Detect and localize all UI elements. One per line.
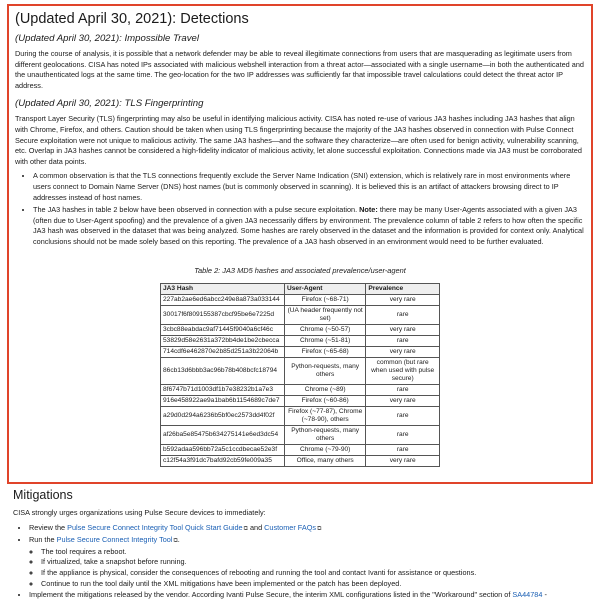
external-link-icon: ⧉ xyxy=(243,525,248,532)
cell-user-agent: Firefox (~68-71) xyxy=(284,294,365,305)
table-row xyxy=(161,444,440,455)
cell-prevalence: rare xyxy=(366,335,440,346)
table-row xyxy=(161,406,440,425)
cell-hash: b592adaa596bb72a5c1ccdbecae52e3f xyxy=(161,444,285,455)
list-item: ◦ If virtualized, take a snapshot before running. xyxy=(41,557,593,568)
cell-hash: c12f54a3f91dc7bafd92cb59fe009a35 xyxy=(161,455,285,466)
detections-title: (Updated April 30, 2021): Detections xyxy=(15,11,249,27)
cell-prevalence: common (but rare when used with pulse secure) xyxy=(366,357,440,384)
cell-user-agent: Firefox (~65-68) xyxy=(284,346,365,357)
list-item xyxy=(33,205,585,247)
sa44784-link[interactable]: SA44784 xyxy=(512,590,543,600)
header-ja3-hash: JA3 Hash xyxy=(161,283,285,294)
mitigations-intro: CISA strongly urges organizations using Pulse Secure devices to immediately: xyxy=(13,508,266,517)
cell-prevalence: very rare xyxy=(366,346,440,357)
list-item: ◦ If the appliance is physical, consider the consequences of rebooting and running the tool and contact Ivanti for assistance or questions. xyxy=(41,568,593,579)
bullet-ja3-text: The JA3 hashes in table 2 below have been observed in connection with a pulse secure exploitation. xyxy=(33,205,360,215)
tls-bullets xyxy=(15,171,585,247)
list-item xyxy=(29,535,593,589)
external-link-icon: ⧉ xyxy=(173,538,178,545)
cell-hash: 714cdf6e462870e2b85d251a3b22064b xyxy=(161,346,285,357)
mit-item-prefix: Review the xyxy=(29,522,68,532)
mit-item-suffix: - xyxy=(542,590,547,600)
mit-item-suffix: . xyxy=(177,535,180,545)
cell-prevalence: rare xyxy=(366,406,440,425)
table-row xyxy=(161,395,440,406)
detections-highlight-box xyxy=(7,4,593,484)
header-user-agent: User-Agent xyxy=(284,283,365,294)
cell-hash: 8f6747b71d1003df1b7e38232b1a7e3 xyxy=(161,384,285,395)
cell-user-agent: Chrome (~50-57) xyxy=(284,324,365,335)
cell-user-agent: Chrome (~89) xyxy=(284,384,365,395)
cell-hash: 30017f6f809155387cbcf95be6e7225d xyxy=(161,305,285,324)
cell-hash: 227ab2ae6ed6abcc249e8a873a033144 xyxy=(161,294,285,305)
cell-prevalence: rare xyxy=(366,444,440,455)
list-item: ◦ The tool requires a reboot. xyxy=(41,547,593,558)
cell-prevalence: rare xyxy=(366,384,440,395)
cell-hash: 53829d58e2631a372bb4de1be2cbecca xyxy=(161,335,285,346)
table-row xyxy=(161,455,440,466)
table-row xyxy=(161,384,440,395)
quick-start-guide-link[interactable]: Pulse Secure Connect Integrity Tool Quick Start Guide xyxy=(67,522,243,532)
cell-prevalence: very rare xyxy=(366,395,440,406)
table-row xyxy=(161,294,440,305)
table-row xyxy=(161,324,440,335)
cell-hash: 3cbc88eabdac9af71445f9040a6cf46c xyxy=(161,324,285,335)
list-item xyxy=(33,171,585,203)
cell-hash: 916e458922ae9a1bab6b1154689c7de7 xyxy=(161,395,285,406)
cell-user-agent: Firefox (~77-87), Chrome (~78-90), others xyxy=(284,406,365,425)
table-caption: Table 2: JA3 MD5 hashes and associated prevalence/user-agent xyxy=(194,265,406,275)
cell-prevalence: very rare xyxy=(366,455,440,466)
table-row xyxy=(161,425,440,444)
bullet-note-label: Note: xyxy=(359,205,378,215)
tls-fingerprinting-heading: (Updated April 30, 2021): TLS Fingerprinting xyxy=(15,98,204,110)
impossible-travel-heading: (Updated April 30, 2021): Impossible Travel xyxy=(15,33,199,44)
cell-prevalence: very rare xyxy=(366,294,440,305)
impossible-travel-paragraph: During the course of analysis, it is possible that a network defender may be able to reveal illegitimate connections from users that are masquerading as legitimate users from different geolocations. CISA has noted IPs associated with malicious webshell interaction from a threat actor—associated with a single username—in both the authenticated and the unauthenticated logs at the same time. The geo-location for the two IP addresses was sufficiently far that impossible travel calculations could detect the threat actor IP address. xyxy=(15,49,584,90)
list-item xyxy=(29,523,593,535)
bullet-sni-text: A common observation is that the TLS connections frequently exclude the Server Name Indication (SNI) extension, which is relatively rare in most environments where users connect to Domain Name Server (DNS) host names (but is commonly observed in scanning). It is believed this is an artifact of attackers browsing direct to IP addresses instead of host names. xyxy=(33,171,571,202)
cell-hash: 86cb13d6bbb3ac96b78b408bcfc18794 xyxy=(161,357,285,384)
table-row xyxy=(161,335,440,346)
cell-hash: af26ba5e85475b634275141e6ed3dc54 xyxy=(161,425,285,444)
mit-item-prefix: Implement the mitigations released by the vendor. According Ivanti Pulse Secure, the interim XML configurations listed in the "Workaround" section of xyxy=(29,590,513,600)
integrity-tool-sublist xyxy=(29,547,593,589)
table-row xyxy=(161,305,440,324)
mitigations-section xyxy=(13,487,593,600)
tls-fingerprinting-paragraph: Transport Layer Security (TLS) fingerprinting may also be useful in identifying malicious activity. CISA has noted re-use of various JA3 hashes including JA3 hashes that align with Chrome, Firefox, and others. Caution should be taken when using TLS fingerprinting because the majority of the JA3 hashes observed in connection with Pulse Connect Secure exploitation were not unique to malicious activity. The same JA3 hashes—and the software they characterize—are often used for benign activity, vulnerability scanning, etc. Overlap in JA3 hashes cannot be considered a high-fidelity indicator of malicious activity, let alone successful exploitation. Connections made via JA3 must be corroborated with other data points. xyxy=(15,114,582,166)
cell-user-agent: Firefox (~60-86) xyxy=(284,395,365,406)
mit-item-prefix: Run the xyxy=(29,535,57,545)
external-link-icon: ⧉ xyxy=(317,525,322,532)
cell-user-agent: (UA header frequently not set) xyxy=(284,305,365,324)
table-header-row xyxy=(161,283,440,294)
bullet-ja3-rest: there may be many User-Agents associated with a given JA3 (often due to User-Agent spoofing) and the prevalence of a given JA3 necessarily differs by environment. The prevalence column of table 2 refers to how often the specific JA3 hash was observed in the dataset that was being analyzed. Some hashes are rarely observed in the dataset and the information is provided for context only. Analytical conclusions should not be made solely based on this reporting. The prevalence of a JA3 hash observed in an environment would need to be further evaluated. xyxy=(33,205,584,246)
cell-prevalence: rare xyxy=(366,425,440,444)
header-prevalence: Prevalence xyxy=(366,283,440,294)
list-item: ◦ Continue to run the tool daily until the XML mitigations have been implemented or the patch has been deployed. xyxy=(41,579,593,590)
cell-hash: a29d0d294a6236b5bf0ec2573dd4f02f xyxy=(161,406,285,425)
mitigations-list xyxy=(13,523,593,600)
integrity-tool-link[interactable]: Pulse Secure Connect Integrity Tool xyxy=(56,535,173,545)
cell-user-agent: Python-requests, many others xyxy=(284,357,365,384)
cell-user-agent: Office, many others xyxy=(284,455,365,466)
detections-section xyxy=(15,10,585,467)
table-row xyxy=(161,346,440,357)
mit-item-middle: and xyxy=(247,522,265,532)
ja3-table xyxy=(160,283,440,467)
list-item xyxy=(29,590,593,600)
mitigations-title: Mitigations xyxy=(13,488,73,502)
customer-faqs-link[interactable]: Customer FAQs xyxy=(264,522,317,532)
cell-user-agent: Chrome (~79-90) xyxy=(284,444,365,455)
cell-prevalence: rare xyxy=(366,305,440,324)
cell-prevalence: very rare xyxy=(366,324,440,335)
cell-user-agent: Chrome (~51-81) xyxy=(284,335,365,346)
cell-user-agent: Python-requests, many others xyxy=(284,425,365,444)
table-row xyxy=(161,357,440,384)
